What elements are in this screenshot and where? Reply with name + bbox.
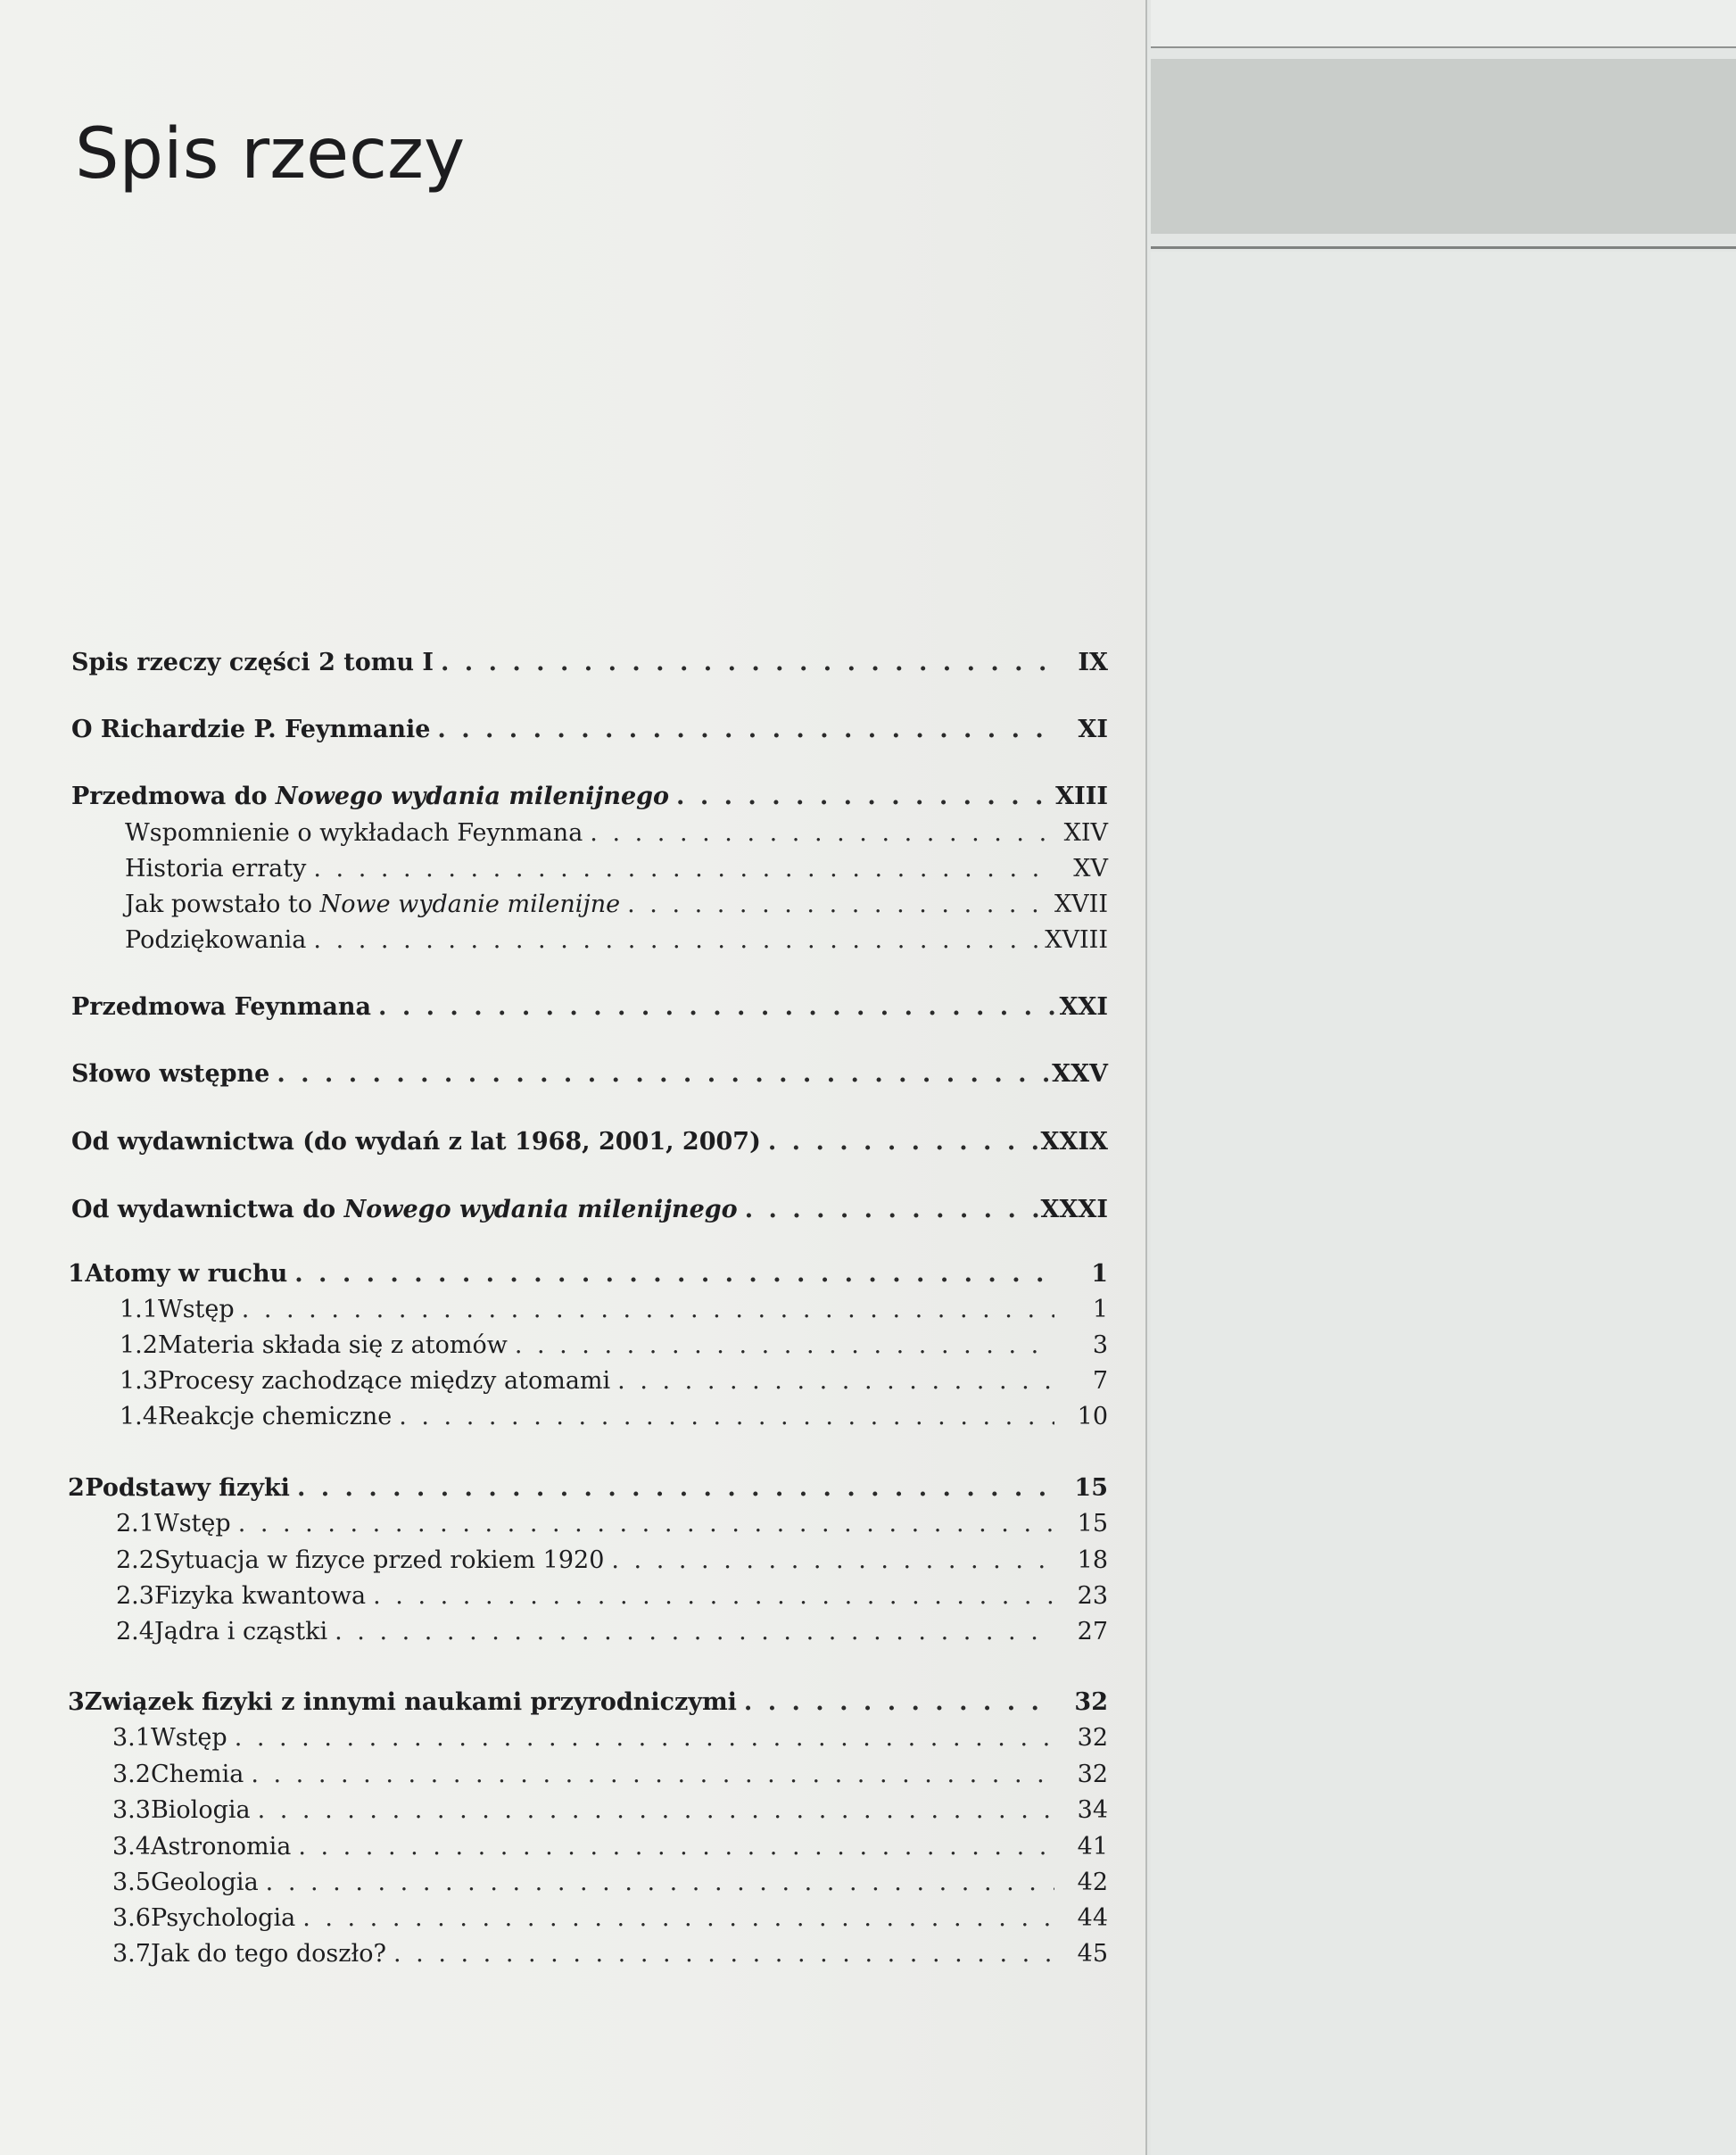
dot-leader [590,819,1054,847]
chapter-page: 1 [1091,1260,1108,1288]
section-page: 7 [1092,1367,1108,1395]
toc-subentry[interactable] [125,855,1108,891]
entry-page: XIII [1055,783,1108,810]
section-label: Wstęp [157,1296,235,1323]
section-page: 10 [1077,1403,1108,1430]
section-label: Fizyka kwantowa [153,1582,367,1610]
section-entry[interactable] [112,1904,1108,1940]
toc-entry[interactable] [71,1060,1108,1096]
section-entry[interactable] [116,1510,1108,1546]
section-label: Materia składa się z atomów [157,1331,508,1359]
entry-label: Przedmowa Feynmana [71,993,372,1021]
section-page: 34 [1077,1796,1108,1824]
entry-label [71,1196,745,1223]
entry-page: IX [1078,649,1108,676]
section-label: Psychologia [150,1904,296,1932]
section-entry[interactable] [120,1296,1108,1331]
chapter-label: Atomy w ruchu [85,1260,288,1288]
section-number: 2.3 [116,1582,154,1610]
section-label: Geologia [150,1869,259,1896]
entry-label: Podziękowania [125,926,307,954]
section-page: 41 [1077,1833,1108,1861]
dot-leader [393,1940,1054,1968]
section-label: Sytuacja w fizyce przed rokiem 1920 [153,1546,605,1574]
dot-leader [251,1761,1054,1788]
chapter-page: 15 [1074,1474,1108,1502]
section-number: 3.6 [112,1904,151,1932]
section-number: 1.1 [120,1296,158,1323]
section-number: 3.2 [112,1761,151,1788]
dot-leader [611,1546,1054,1574]
toc-entry[interactable] [71,783,1108,818]
dot-leader [266,1869,1054,1896]
chapter-page: 32 [1074,1688,1108,1716]
section-page: 42 [1077,1869,1108,1896]
section-entry[interactable] [112,1761,1108,1796]
entry-label-text: Przedmowa do [71,783,276,810]
dot-leader [238,1510,1054,1538]
section-label: Jak do tego doszło? [150,1940,386,1968]
toc-entry[interactable] [71,1196,1108,1231]
section-entry[interactable] [120,1367,1108,1403]
section-entry[interactable] [116,1618,1108,1654]
section-page: 32 [1077,1724,1108,1752]
facing-page-lower-area [1151,252,1736,2155]
section-page: 23 [1077,1582,1108,1610]
section-label: Procesy zachodzące między atomami [157,1367,611,1395]
section-number: 3.7 [112,1940,151,1968]
dot-leader [235,1724,1054,1752]
section-page: 32 [1077,1761,1108,1788]
entry-page: XVII [1054,891,1108,918]
section-entry[interactable] [112,1796,1108,1832]
section-entry[interactable] [120,1403,1108,1438]
dot-leader [302,1904,1054,1932]
dot-leader [617,1367,1054,1395]
section-entry[interactable] [112,1869,1108,1904]
section-entry[interactable] [112,1724,1108,1760]
toc-entry[interactable] [71,716,1108,751]
section-entry[interactable] [116,1546,1108,1582]
dot-leader [313,926,1045,954]
entry-label: Słowo wstępne [71,1060,270,1088]
chapter-label: Podstawy fizyki [85,1474,290,1502]
section-page: 45 [1077,1940,1108,1968]
entry-label: Spis rzeczy części 2 tomu I [71,649,434,676]
chapter-entry[interactable] [68,1260,1108,1296]
entry-label [125,891,627,918]
section-number: 1.2 [120,1331,158,1359]
section-entry[interactable] [116,1582,1108,1618]
chapter-entry[interactable] [68,1688,1108,1724]
dot-leader [297,1474,1054,1502]
dot-leader [745,1196,1041,1223]
dot-leader [378,993,1054,1021]
dot-leader [744,1688,1054,1716]
entry-page: XVIII [1045,926,1108,954]
chapter-label: Związek fizyki z innymi naukami przyrodniczymi [84,1688,737,1716]
dot-leader [258,1796,1054,1824]
dot-leader [335,1618,1054,1645]
section-number: 3.5 [112,1869,151,1896]
dot-leader [399,1403,1054,1430]
section-label: Reakcje chemiczne [157,1403,393,1430]
entry-label-italic: Nowego wydania milenijnego [275,783,670,810]
section-number: 2.4 [116,1618,154,1645]
toc-entry[interactable] [71,1128,1108,1164]
section-number: 1.4 [120,1403,158,1430]
entry-page: XIV [1063,819,1108,847]
section-number: 3.4 [112,1833,151,1861]
chapter-number: 2 [68,1474,85,1502]
section-page: 3 [1092,1331,1108,1359]
entry-page: XV [1073,855,1108,883]
section-label: Jądra i cząstki [153,1618,328,1645]
section-number: 1.3 [120,1367,158,1395]
section-page: 1 [1092,1296,1108,1323]
entry-page: XXIX [1040,1128,1108,1156]
section-label: Biologia [150,1796,251,1824]
dot-leader [441,649,1054,676]
entry-page: XXXI [1040,1196,1108,1223]
entry-label: Od wydawnictwa (do wydań z lat 1968, 2001, 2007) [71,1128,761,1156]
page-title: Spis rzeczy [75,114,466,195]
section-label: Chemia [150,1761,244,1788]
toc-entry[interactable] [71,649,1108,684]
toc-subentry[interactable] [125,926,1108,962]
section-page: 18 [1077,1546,1108,1574]
section-number: 3.1 [112,1724,151,1752]
entry-label-text: Od wydawnictwa do [71,1196,344,1223]
dot-leader [373,1582,1054,1610]
entry-label: Historia erraty [125,855,307,883]
entry-page: XXI [1059,993,1108,1021]
dot-leader [298,1833,1054,1861]
toc-entry[interactable] [71,993,1108,1029]
chapter-entry[interactable] [68,1474,1108,1510]
chapter-number: 1 [68,1260,85,1288]
toc-subentry[interactable] [125,891,1108,926]
entry-page: XXV [1052,1060,1108,1088]
dot-leader [242,1296,1054,1323]
entry-label-text: Jak powstało to [125,891,320,918]
dot-leader [277,1060,1052,1088]
dot-leader [313,855,1054,883]
section-entry[interactable] [120,1331,1108,1367]
section-number: 3.3 [112,1796,151,1824]
dot-leader [437,716,1054,743]
dot-leader [676,783,1054,810]
entry-label: O Richardzie P. Feynmanie [71,716,431,743]
dot-leader [627,891,1054,918]
dot-leader [515,1331,1054,1359]
facing-page-top-strip [1151,0,1736,48]
entry-label-italic: Nowe wydanie milenijne [319,891,621,918]
entry-label: Wspomnienie o wykładach Feynmana [125,819,583,847]
facing-page-shaded-band [1151,59,1736,234]
entry-label [71,783,676,810]
section-label: Wstęp [150,1724,227,1752]
section-number: 2.2 [116,1546,154,1574]
section-label: Astronomia [150,1833,292,1861]
section-entry[interactable] [112,1940,1108,1976]
section-number: 2.1 [116,1510,154,1538]
section-page: 27 [1077,1618,1108,1645]
entry-page: XI [1078,716,1108,743]
dot-leader [768,1128,1041,1156]
toc-subentry[interactable] [125,819,1108,855]
facing-page-rule [1151,246,1736,249]
section-page: 44 [1077,1904,1108,1932]
section-page: 15 [1077,1510,1108,1538]
section-label: Wstęp [153,1510,231,1538]
chapter-number: 3 [68,1688,85,1716]
section-entry[interactable] [112,1833,1108,1869]
dot-leader [294,1260,1054,1288]
entry-label-italic: Nowego wydania milenijnego [343,1196,738,1223]
